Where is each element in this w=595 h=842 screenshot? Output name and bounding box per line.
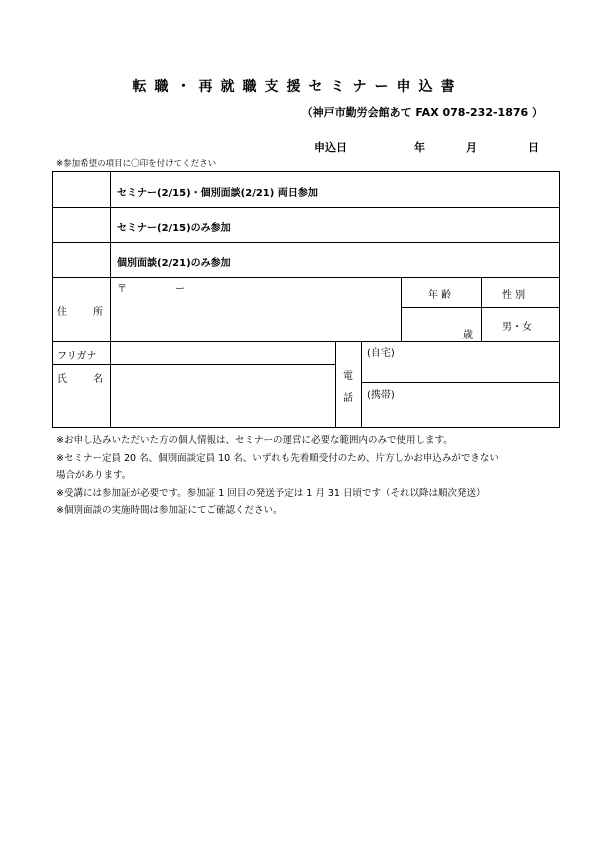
row-divider [361, 382, 559, 383]
phone-mobile-field[interactable] [362, 402, 559, 427]
name-field[interactable] [111, 365, 335, 427]
date-day-label: 日 [528, 141, 539, 154]
phone-home-label: (自宅) [367, 348, 395, 359]
form-title: 転職・再就職支援セミナー申込書 [132, 79, 463, 95]
note-capacity: ※セミナー定員 20 名、個別面談定員 10 名、いずれも先着順受付のため、片方しかお申込みができない [56, 452, 499, 464]
application-form-table [52, 171, 560, 428]
notes-section [56, 432, 499, 520]
phone-label-1: 電 [343, 371, 353, 382]
phone-mobile-label: (携帯) [367, 390, 395, 401]
furigana-field[interactable] [111, 342, 335, 364]
date-month-label: 月 [466, 141, 477, 154]
row-divider [53, 242, 559, 243]
gender-options[interactable]: 男・女 [502, 322, 532, 333]
column-divider [481, 277, 482, 341]
address-label-1: 住 [57, 307, 67, 318]
option-interview-only[interactable]: 個別面談(2/21)のみ参加 [117, 258, 231, 269]
furigana-label: フリガナ [57, 351, 97, 362]
date-year-label: 年 [414, 141, 425, 154]
age-unit: 歳 [463, 330, 473, 341]
note-interview-time: ※個別面談の実施時間は参加証にてご確認ください。 [56, 505, 283, 516]
name-label-2: 名 [93, 374, 103, 385]
note-privacy: ※お申し込みいただいた方の個人情報は、セミナーの運営に必要な範囲内のみで使用します。 [56, 435, 453, 446]
row-divider [53, 207, 559, 208]
phone-label-2: 話 [343, 393, 353, 404]
option-both-days[interactable]: セミナー(2/15)・個別面談(2/21) 両日参加 [117, 188, 318, 199]
postal-mark: 〒 [117, 284, 127, 295]
address-label-2: 所 [93, 307, 103, 318]
note-admission-card: ※受講には参加証が必要です。参加証 1 回目の発送予定は 1 月 31 日頃です（それ以降は順次発送） [56, 487, 486, 499]
instruction-text: ※参加希望の項目に〇印を付けてください [56, 159, 217, 169]
application-date-label: 申込日 [314, 141, 347, 154]
age-label: 年 齢 [428, 290, 452, 301]
gender-label: 性 別 [502, 290, 526, 301]
note-capacity-cont: 場合があります。 [56, 470, 132, 481]
postal-dash: ー [175, 284, 185, 295]
name-label-1: 氏 [57, 374, 67, 385]
option-seminar-only[interactable]: セミナー(2/15)のみ参加 [117, 223, 231, 234]
address-field[interactable] [111, 278, 401, 341]
fax-destination: （神戸市勤労会館あて FAX 078-232-1876 ） [301, 106, 543, 119]
column-divider [335, 341, 336, 427]
phone-home-field[interactable] [362, 360, 559, 382]
age-field[interactable] [402, 308, 481, 341]
